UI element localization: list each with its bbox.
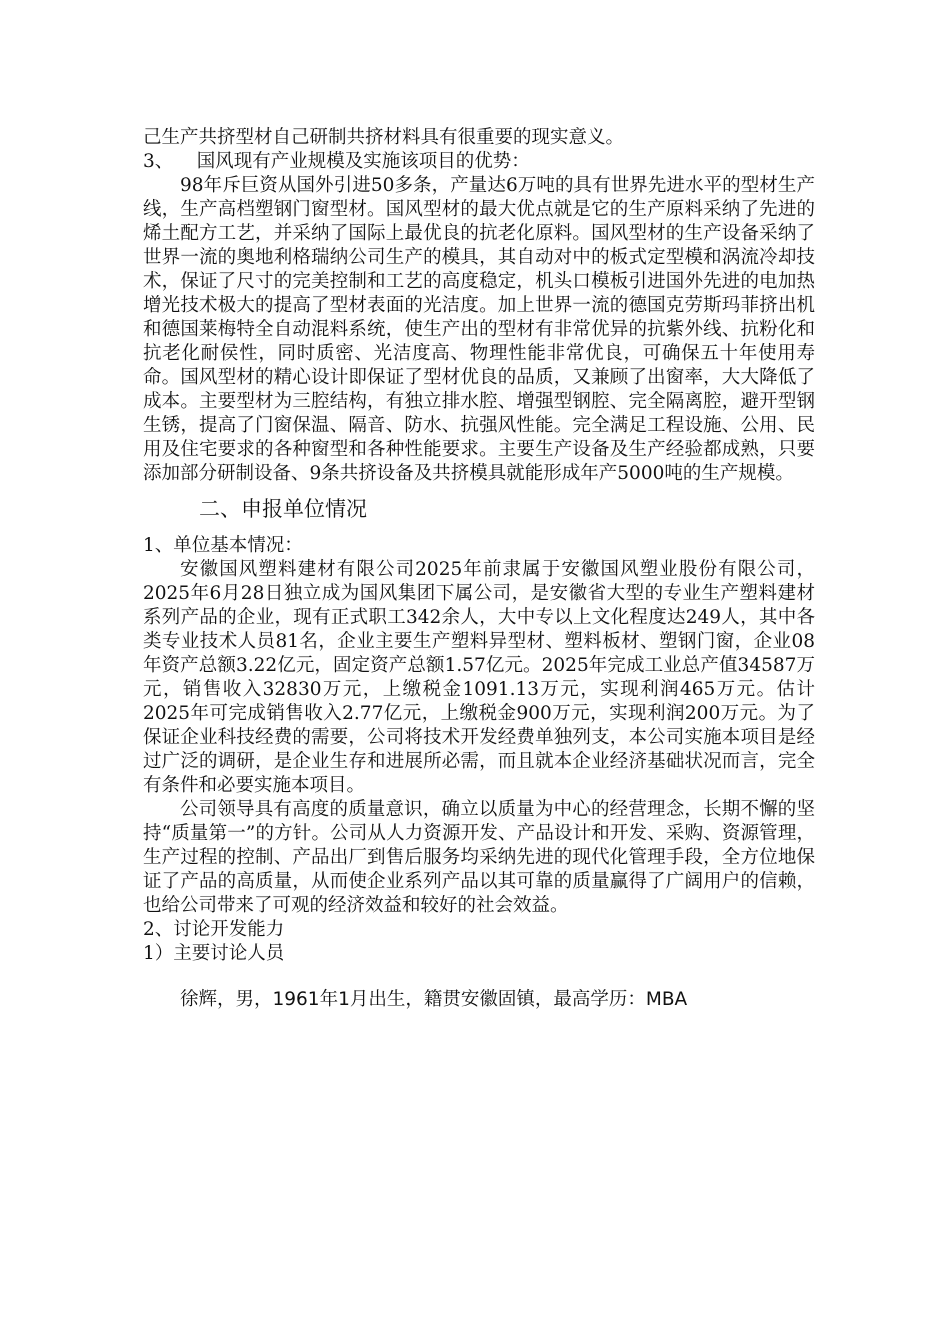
item-3-heading: 3、 国风现有产业规模及实施该项目的优势：: [143, 151, 530, 172]
quality-paragraph: 公司领导具有高度的质量意识，确立以质量为中心的经营理念，长期不懈的坚持“质量第一”的方针。公司从人力资源开发、产品设计和开发、采购、资源管理，生产过程的控制、产品出厂到售后服务均采纳先进的现代化管理手段，全方位地保证了产品的高质量，从而使企业系列产品以其可靠的质量赢得了广阔用户的信赖，也给公司带来了可观的经济效益和较好的社会效益。: [143, 799, 815, 916]
subsection-2-heading: 2、讨论开发能力: [143, 919, 285, 940]
item-3-body-paragraph: 98年斥巨资从国外引进50多条，产量达6万吨的具有世界先进水平的型材生产线，生产高档塑钢门窗型材。国风型材的最大优点就是它的生产原料采纳了先进的烯土配方工艺，并采纳了国际上最优良的抗老化原料。国风型材的生产设备采纳了世界一流的奥地利格瑞纳公司生产的模具，其自动对中的板式定型模和涡流冷却技术，保证了尺寸的完美控制和工艺的高度稳定，机头口模板引进国外先进的电加热增光技术极大的提高了型材表面的光洁度。加上世界一流的德国克劳斯玛菲挤出机和德国莱梅特全自动混料系统，使生产出的型材有非常优异的抗紫外线、抗粉化和抗老化耐侯性，同时质密、光洁度高、物理性能非常优良，可确保五十年使用寿命。国风型材的精心设计即保证了型材优良的品质，又兼顾了出窗率，大大降低了成本。主要型材为三腔结构，有独立排水腔、增强型钢腔、完全隔离腔，避开型钢生锈，提高了门窗保温、隔音、防水、抗强风性能。完全满足工程设施、公用、民用及住宅要求的各种窗型和各种性能要求。主要生产设备及生产经验都成熟，只要添加部分研制设备、9条共挤设备及共挤模具就能形成年产5000吨的生产规模。: [143, 175, 815, 484]
researcher-paragraph: 徐辉，男，1961年1月出生，籍贯安徽固镇，最高学历：MBA: [180, 989, 688, 1010]
document-page: [143, 126, 815, 1012]
section-2-heading: 二、申报单位情况: [199, 497, 367, 521]
continued-paragraph: 己生产共挤型材自己研制共挤材料具有很重要的现实意义。: [143, 127, 625, 148]
subsection-1-heading: 1、单位基本情况：: [143, 535, 303, 556]
subsection-2-1-heading: 1）主要讨论人员: [143, 943, 285, 964]
company-info-paragraph: 安徽国风塑料建材有限公司2025年前隶属于安徽国风塑业股份有限公司，2025年6月28日独立成为国风集团下属公司，是安徽省大型的专业生产塑料建材系列产品的企业，现有正式职工342余人，大中专以上文化程度达249人，其中各类专业技术人员81名，企业主要生产塑料异型材、塑料板材、塑钢门窗，企业08年资产总额3.22亿元，固定资产总额1.57亿元。2025年完成工业总产值34587万元，销售收入32830万元，上缴税金1091.13万元，实现利润465万元。估计2025年可完成销售收入2.77亿元，上缴税金900万元，实现利润200万元。为了保证企业科技经费的需要，公司将技术开发经费单独列支，本公司实施本项目是经过广泛的调研，是企业生存和进展所必需，而且就本企业经济基础状况而言，完全有条件和必要实施本项目。: [143, 559, 815, 796]
